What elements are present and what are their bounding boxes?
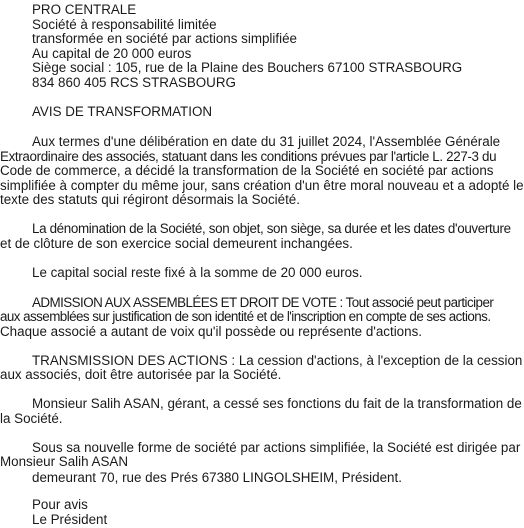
closing-line: Le Président bbox=[32, 511, 108, 527]
share-capital: Au capital de 20 000 euros bbox=[32, 46, 192, 62]
paragraph-line: Extraordinaire des associés, statuant dans les conditions prévues par l'article L. 227-3 du bbox=[0, 148, 497, 164]
paragraph-line: simplifiée à compter du même jour, sans création d'un être moral nouveau et a adopté le bbox=[0, 177, 524, 193]
registered-office: Siège social : 105, rue de la Plaine des Bouchers 67100 STRASBOURG bbox=[32, 60, 463, 76]
paragraph-line: et de clôture de son exercice social demeurent inchangées. bbox=[0, 236, 353, 252]
paragraph-line: TRANSMISSION DES ACTIONS : La cession d'actions, à l'exception de la cession bbox=[32, 352, 523, 368]
paragraph-line: Aux termes d'une délibération en date du 31 juillet 2024, l'Assemblée Générale bbox=[32, 133, 501, 149]
paragraph-line: Sous sa nouvelle forme de société par actions simplifiée, la Société est dirigée par bbox=[32, 440, 521, 456]
company-name: PRO CENTRALE bbox=[32, 1, 137, 17]
transformation-note: transformée en société par actions simplifiée bbox=[32, 31, 297, 47]
paragraph-line: Le capital social reste fixé à la somme de 20 000 euros. bbox=[32, 265, 363, 281]
closing-line: Pour avis bbox=[32, 496, 88, 512]
paragraph-line: Code de commerce, a décidé la transformation de la Société en société par actions bbox=[0, 162, 494, 178]
notice-title: AVIS DE TRANSFORMATION bbox=[32, 104, 213, 120]
paragraph-line: La dénomination de la Société, son objet, son siège, sa durée et les dates d'ouverture bbox=[32, 221, 511, 237]
paragraph-line: Chaque associé a autant de voix qu'il possède ou représente d'actions. bbox=[0, 323, 422, 339]
paragraph-line: demeurant 70, rue des Prés 67380 LINGOLSHEIM, Président. bbox=[32, 469, 402, 485]
paragraph-line: aux assemblées sur justification de son identité et de l'inscription en compte de ses actions. bbox=[0, 308, 491, 324]
paragraph-line: ADMISSION AUX ASSEMBLÉES ET DROIT DE VOTE : Tout associé peut participer bbox=[32, 294, 494, 310]
paragraph-line: aux associés, doit être autorisée par la Société. bbox=[0, 366, 282, 382]
paragraph-line: la Société. bbox=[0, 411, 63, 427]
paragraph-line: Monsieur Salih ASAN, gérant, a cessé ses fonctions du fait de la transformation de bbox=[32, 396, 522, 412]
paragraph-line: Monsieur Salih ASAN bbox=[0, 454, 129, 470]
company-legal-form: Société à responsabilité limitée bbox=[32, 16, 217, 32]
paragraph-line: texte des statuts qui régiront désormais la Société. bbox=[0, 191, 300, 207]
rcs-number: 834 860 405 RCS STRASBOURG bbox=[32, 75, 236, 91]
